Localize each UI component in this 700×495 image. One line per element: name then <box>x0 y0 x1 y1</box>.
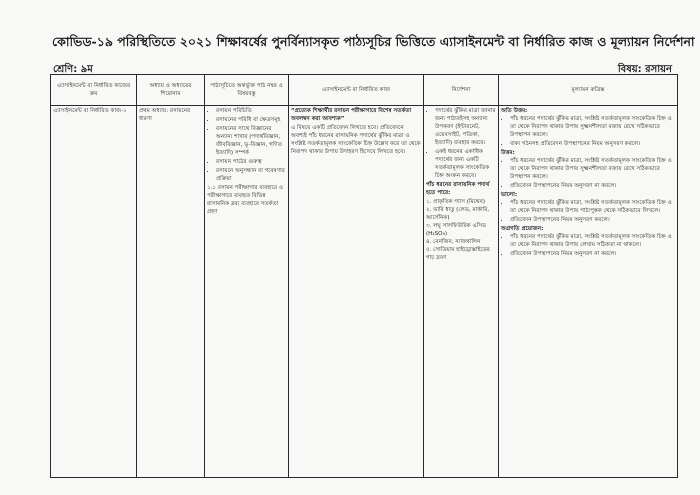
list-item: • একই ধরনের একাধিক পদার্থের জন্য একটি সতর্কতামূলক সাংকেতিক চিহ্ন অংকন করবে। <box>435 148 496 180</box>
table-row <box>51 106 678 478</box>
list-item: • পাঁচ ধরনের পদার্থের ঝুঁকির মাত্রা, সংশ্লিষ্ট সতর্কতামূলক সাংকেতিক চিহ্ন ও তা থেকে নিরাপদ থাকার উপায় সুক্ষ্মনশীলতা বজায় রেখে সঠিকভাবে উপস্থাপন করলে। <box>510 115 675 139</box>
list-item: • রসায়ন পরিচিতি <box>216 107 286 115</box>
list-item: • পাঁচ ধরনের পদার্থের ঝুঁকির মাত্রা, সংশ্লিষ্ট সতর্কতামূলক সাংকেতিক চিহ্ন ও তা থেকে নিরাপদ থাকার উপায় সুক্ষ্মনশীলতা বজায় রেখে সঠিকভাবে উপস্থাপন করলে। <box>510 157 675 181</box>
assignment-bold: “প্রত্যেক শিক্ষার্থীর রসায়ন পরীক্ষাগারে বিশেষ সতর্কতা অবলম্বন করা আবশ্যক” <box>291 108 412 122</box>
list-item: • পদার্থের ঝুঁকির মাত্রা জানার জন্য পাঠ্যবইসহ অন্যান্য উপকরণ (ইন্টারনেট, ওয়েবসাইট, পত্রিকা, ইত্যাদি) ব্যবহার করবে। <box>435 107 496 147</box>
header-serial: এ্যাসাইনমেন্ট বা নির্ধারিত কাজের ক্রম <box>51 75 137 106</box>
rubric-level-2: উত্তম: <box>501 150 515 156</box>
class-label: শ্রেণি: ৯ম <box>53 64 93 75</box>
list-item: • প্রতিবেদন উপস্থাপনের নিয়ম অনুসরণ করলে। <box>510 216 675 224</box>
list-item: • পাঁচ ধরনের পদার্থের ঝুঁকির মাত্রা, সংশ্লিষ্ট সতর্কতামূলক সাংকেতিক চিহ্ন ও তা থেকে নিরাপদ থাকার উপায় লেখায় সঠিকতা না থাকলে। <box>510 233 675 249</box>
rubric-list <box>501 115 675 148</box>
document-title: কোভিড-১৯ পরিস্থিতিতে ২০২১ শিক্ষাবর্ষের পুনর্বিন্যাসকৃত পাঠ্যসূচির ভিত্তিতে এ্যাসাইনমেন্ট বা নির্ধারিত কাজ ও মূল্যায়ন নির্দেশনা <box>52 34 695 49</box>
list-item: • প্রতিবেদন উপস্থাপনের নিয়ম অনুসরণ না করলে। <box>510 250 675 258</box>
cell-chapter <box>137 106 205 478</box>
guideline-list <box>426 107 496 180</box>
table-header-row <box>51 75 678 106</box>
rubric-list <box>501 199 675 224</box>
header-guidelines: নির্দেশনা <box>424 75 499 106</box>
serial-text: এ্যাসাইনমেন্ট বা নির্ধারিত কাজ-১ <box>53 108 127 114</box>
header-chapter: অধ্যায় ও অধ্যায়ের শিরোনাম <box>137 75 205 106</box>
list-item: • প্রতিবেদন উপস্থাপনের নিয়ম অনুসরণ না করলে। <box>510 182 675 190</box>
rubric-list <box>501 157 675 190</box>
cell-assignment <box>289 106 424 478</box>
rubric-level-3: ভালো: <box>501 192 518 198</box>
list-item: • পাঁচ ধরনের পদার্থের ঝুঁকির মাত্রা, সংশ্লিষ্ট সতর্কতামূলক সাংকেতিক চিহ্ন ও তা থেকে নিরাপদ থাকার উপায় পাঠ্যপুস্তক থেকে সঠিকভাবে লিখলে। <box>510 199 675 215</box>
rubric-level-4: অগ্রগতি প্রয়োজন: <box>501 226 544 232</box>
cell-rubric <box>499 106 678 478</box>
cell-guidelines <box>424 106 499 478</box>
lesson-extra: ১.১ রসায়ন পরীক্ষাগার ব্যবহারে ও পরীক্ষাগারে ব্যবহৃত বিভিন্ন রাসায়নিক দ্রব্য ব্যবহারে সতর্কতা গ্রহণ <box>207 185 284 215</box>
cell-serial <box>51 106 137 478</box>
list-item: • রসায়নের সাথে বিজ্ঞানের অন্যান্য শাখার (পদার্থবিজ্ঞান, জীববিজ্ঞান, ভূ-বিজ্ঞান, গণিত ইত্যাদি) সম্পর্ক <box>216 125 286 157</box>
assignment-text: এ বিষয়ে একটি প্রতিবেদন লিখতে হবে। প্রতিবেদনে অবশ্যই পাঁচ ধরনের রাসায়নিক পদার্থের ঝুঁকির মাত্রা ও সংশ্লিষ্ট সতর্কতামূলক সাংকেতিক চিহ্ন উল্লেখ করে তা থেকে নিরাপদ থাকার উপায় উদাহরণ হিসেবে লিখতে হবে। <box>291 125 421 155</box>
list-item: • রসায়নে অনুসন্ধান বা গবেষণার প্রক্রিয়া <box>216 167 286 183</box>
chapter-text: প্রথম অধ্যায়: রসায়নের ধারণা <box>139 108 191 122</box>
header-rubric: মূল্যায়ন রুব্রিক্স <box>499 75 678 106</box>
list-item: ১. প্রাকৃতিক গ্যাস (মিথেন) <box>426 199 486 205</box>
header-assignment: এ্যাসাইনমেন্ট বা নির্ধারিত কাজ <box>289 75 424 106</box>
guide-bold: পাঁচ ধরনের রাসায়নিক পদার্থ হতে পারে: <box>426 182 490 196</box>
list-item: ৪. বেনজিন, ন্যাফথালিন <box>426 239 481 245</box>
list-item: • রসায়নের পরিধি বা ক্ষেত্রসমূহ <box>216 116 286 124</box>
list-item: • রসায়ন পাঠের গুরুত্ব <box>216 158 286 166</box>
assignment-table <box>50 74 678 478</box>
lesson-list <box>207 107 286 183</box>
list-item: ৩. লঘু সালফিউরিক এসিড (H₂SO₄) <box>426 223 487 237</box>
rubric-level-1: অতি উত্তম: <box>501 108 528 114</box>
header-lessons: পাঠ্যসূচিতে অন্তর্ভুক্ত পাঠ নম্বর ও বিষয়বস্তু <box>205 75 289 106</box>
list-item: • বাক্য গঠনসহ প্রতিবেদন উপস্থাপনের নিয়ম অনুসরণ করলে। <box>510 140 675 148</box>
subject-label: বিষয়: রসায়ন <box>617 64 672 75</box>
list-item: ২. ভারি ধাতু (লেড, মার্কারি, আর্সেনিক) <box>426 207 490 221</box>
rubric-list <box>501 233 675 258</box>
cell-lessons <box>205 106 289 478</box>
list-item: ৫. সোডিয়াম হাইড্রোক্সাইডের গাঢ় দ্রবণ <box>426 247 490 261</box>
